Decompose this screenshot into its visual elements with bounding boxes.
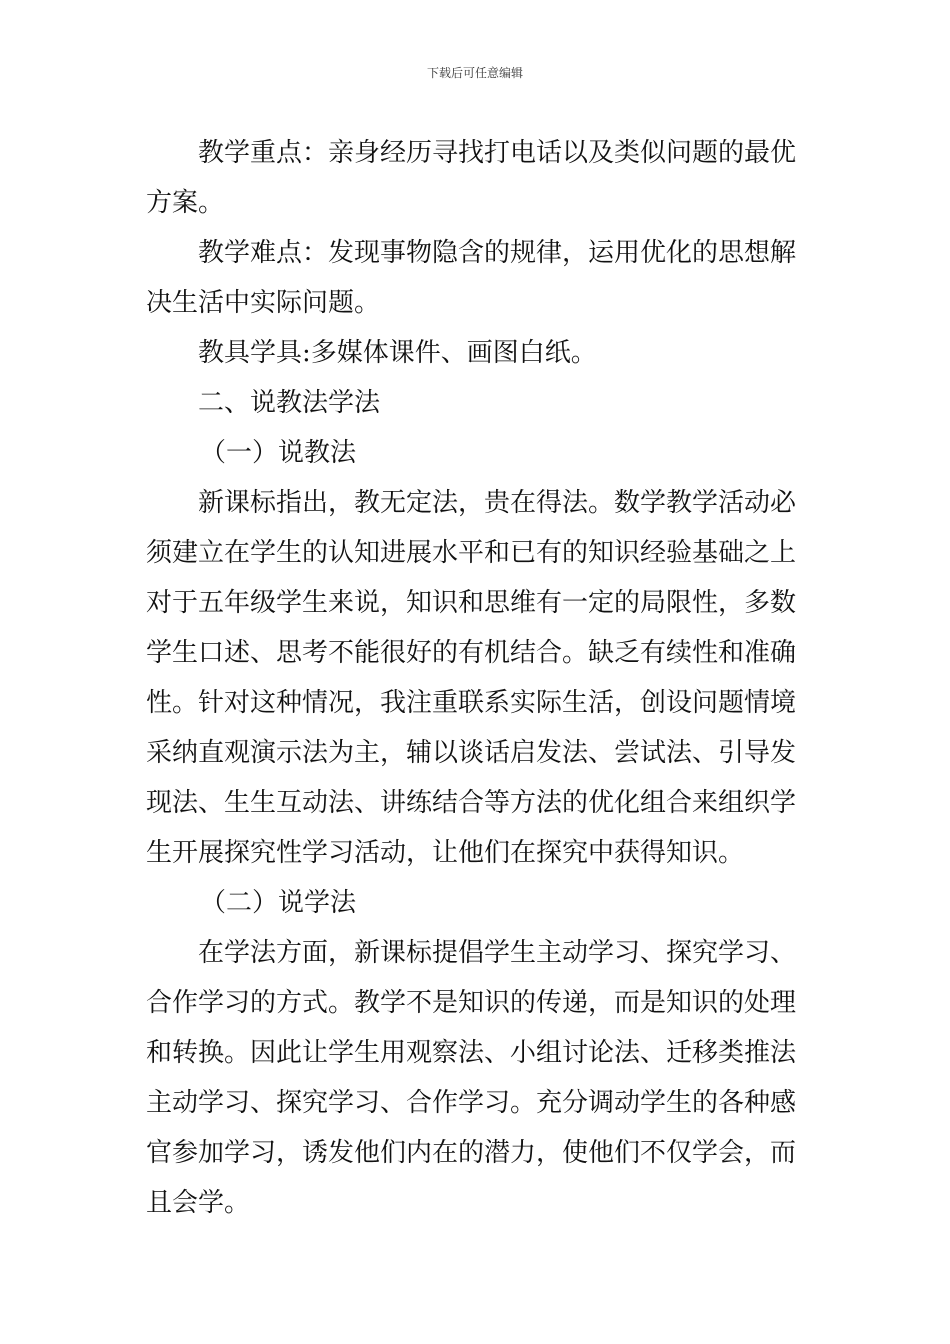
text-line: 且会学。 (146, 1188, 251, 1218)
text-line: 教学难点：发现事物隐含的规律，运用优化的思想解 (198, 238, 797, 268)
text-line: 教学重点：亲身经历寻找打电话以及类似问题的最优 (198, 138, 797, 168)
text-line: 方案。 (146, 188, 225, 218)
document-body (146, 128, 806, 1228)
text-line: 性。针对这种情况，我注重联系实际生活，创设问题情境 (146, 688, 797, 718)
text-line: 采纳直观演示法为主，辅以谈话启发法、尝试法、引导发 (146, 738, 797, 768)
text-line: 决生活中实际问题。 (146, 288, 381, 318)
text-line: 现法、生生互动法、讲练结合等方法的优化组合来组织学 (146, 788, 797, 818)
text-line: 学生口述、思考不能很好的有机结合。缺乏有续性和准确 (146, 638, 797, 668)
text-line: 和转换。因此让学生用观察法、小组讨论法、迁移类推法 (146, 1038, 797, 1068)
text-line: 二、说教法学法 (198, 388, 381, 418)
text-line: （二）说学法 (200, 888, 357, 918)
text-line: 对于五年级学生来说，知识和思维有一定的局限性，多数 (146, 588, 797, 618)
text-line: （一）说教法 (200, 438, 357, 468)
text-line: 合作学习的方式。教学不是知识的传递，而是知识的处理 (146, 988, 797, 1018)
text-line: 官参加学习，诱发他们内在的潜力，使他们不仅学会，而 (146, 1138, 797, 1168)
page-header-note: 下载后可任意编辑 (426, 66, 523, 80)
text-line: 教具学具:多媒体课件、画图白纸。 (198, 338, 597, 368)
text-line: 新课标指出，教无定法，贵在得法。数学教学活动必 (198, 488, 797, 518)
text-line: 须建立在学生的认知进展水平和已有的知识经验基础之上 (146, 538, 797, 568)
text-line: 主动学习、探究学习、合作学习。充分调动学生的各种感 (146, 1088, 797, 1118)
text-line: 在学法方面，新课标提倡学生主动学习、探究学习、 (198, 938, 797, 968)
text-line: 生开展探究性学习活动，让他们在探究中获得知识。 (146, 838, 745, 868)
